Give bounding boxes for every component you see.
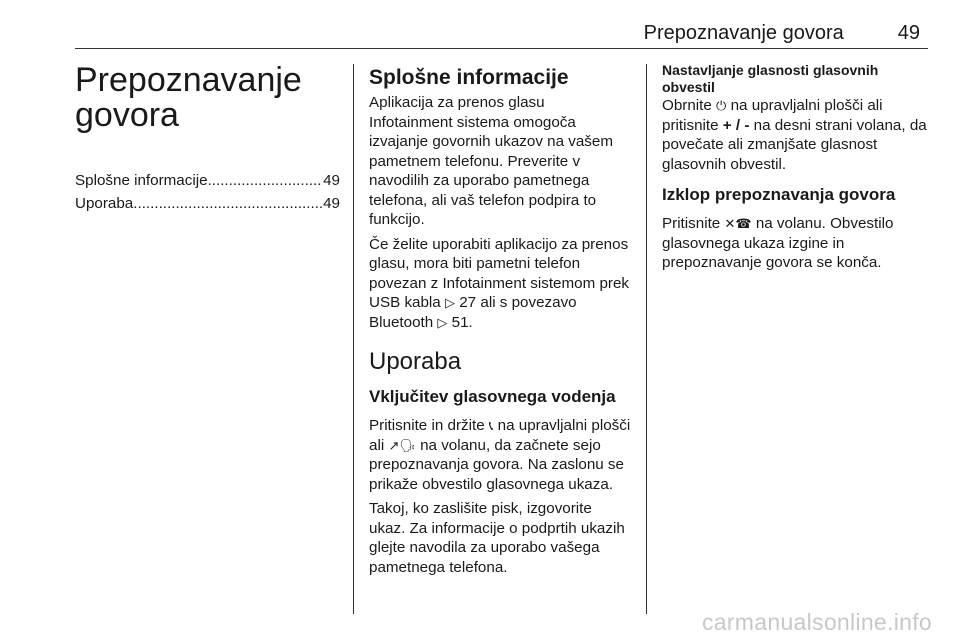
watermark: carmanualsonline.info xyxy=(701,609,932,635)
right-column xyxy=(662,62,930,278)
volume-paragraph: Obrnite ⏻ na upravljalni plošči ali pritisnite + / - na desni strani volana, da povečate ali zmanjšate glasnost glasovnih obvestil. xyxy=(662,97,927,173)
end-call-mute-icon: ✕☎︎ xyxy=(724,216,752,231)
toc-entry-general[interactable] xyxy=(75,169,340,192)
general-heading: Splošne informacije xyxy=(369,66,569,89)
middle-column xyxy=(369,62,632,582)
page-reference-arrow-icon: ▷ xyxy=(445,295,455,310)
steering-voice-icon: ↗🗣︎ xyxy=(388,437,416,453)
chapter-title: Prepoznavanje govora xyxy=(75,61,302,134)
toc-label: Splošne informacije xyxy=(75,172,208,189)
volume-keys: + / - xyxy=(722,116,750,134)
running-header-title: Prepoznavanje govora xyxy=(643,22,844,44)
header-rule xyxy=(75,48,928,49)
toc-leader xyxy=(133,192,323,215)
activate-paragraph-1: Pritisnite in držite 📞︎ na upravljalni plošči ali ↗🗣︎ na volanu, da začnete sejo prepoznavanja govora. Na zaslonu se prikaže obvestilo glasovnega ukaza. xyxy=(369,417,631,493)
column-divider-left xyxy=(353,64,354,614)
toc-page: 49 xyxy=(323,195,340,212)
toc-entry-usage[interactable] xyxy=(75,192,340,215)
chapter-column xyxy=(75,62,340,215)
general-paragraph-2: Če želite uporabiti aplikacijo za prenos glasu, mora biti pametni telefon povezan z Infotainment sistemom prek USB kabla ▷ 27 ali s povezavo Bluetooth ▷ 51. xyxy=(369,235,629,331)
voice-icon: 📞︎ xyxy=(488,418,494,433)
toc-leader xyxy=(208,169,324,192)
column-divider-right xyxy=(646,64,647,614)
xref-bluetooth[interactable]: 51. xyxy=(451,313,473,331)
usage-heading: Uporaba xyxy=(369,348,462,375)
volume-heading: Nastavljanje glasnosti glasovnih obvestil xyxy=(662,62,879,95)
toc-page: 49 xyxy=(323,172,340,189)
toc-label: Uporaba xyxy=(75,195,134,212)
running-header xyxy=(0,22,920,45)
power-knob-icon: ⏻ xyxy=(716,98,727,113)
page-reference-arrow-icon: ▷ xyxy=(437,314,448,330)
activate-paragraph-2: Takoj, ko zaslišite pisk, izgovorite ukaz. Za informacije o podprtih ukazih glejte navodila za uporabo vašega pametnega telefona. xyxy=(369,500,625,576)
activate-heading: Vključitev glasovnega vodenja xyxy=(369,387,616,406)
page-number: 49 xyxy=(897,22,920,44)
general-paragraph-1: Aplikacija za prenos glasu Infotainment sistema omogoča izvajanje govornih ukazov na vašem pametnem telefonu. Preverite v navodilih za uporabo pametnega telefona, ali vaš telefon podpira to funkcijo. xyxy=(369,94,613,228)
off-heading: Izklop prepoznavanja govora xyxy=(662,185,896,204)
off-paragraph: Pritisnite ✕☎︎ na volanu. Obvestilo glasovnega ukaza izgine in prepoznavanje govora se konča. xyxy=(662,215,894,271)
xref-usb[interactable]: 27 xyxy=(459,294,477,311)
